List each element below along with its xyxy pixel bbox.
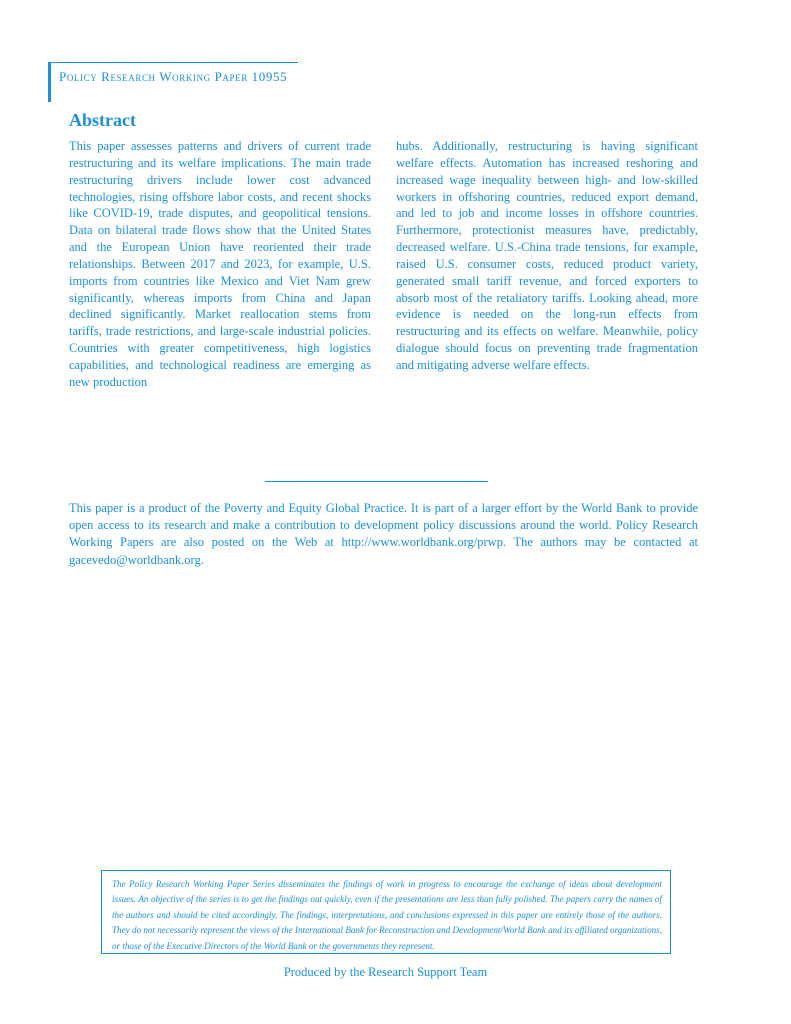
series-header: [48, 62, 298, 102]
abstract-column-left: This paper assesses patterns and drivers of current trade restructuring and its welfare implications. The main trade restructuring drivers include lower cost advanced technologies, rising offshore labor costs, and recent shocks like COVID-19, trade disputes, and geopolitical tensions. Data on bilateral trade flows show that the United States and the European Union have reoriented their trade relationships. Between 2017 and 2023, for example, U.S. imports from countries like Mexico and Viet Nam grew significantly, whereas imports from China and Japan declined significantly. Market reallocation stems from tariffs, trade restrictions, and large-scale industrial policies. Countries with greater competitiveness, high logistics capabilities, and technological readiness are emerging as new production: [69, 139, 371, 389]
abstract-column-right: hubs. Additionally, restructuring is having significant welfare effects. Automation has increased reshoring and increased wage inequality between high- and low-skilled workers in offshoring countries, reduced export demand, and led to job and income losses in offshore countries. Furthermore, protectionist measures have, predictably, decreased welfare. U.S.-China trade tensions, for example, raised U.S. consumer costs, reduced product variety, generated small tariff revenue, and forced exporters to absorb most of the retaliatory tariffs. Looking ahead, more evidence is needed on the long-run effects from restructuring and its effects on welfare. Meanwhile, policy dialogue should focus on preventing trade fragmentation and mitigating adverse welfare effects.: [396, 139, 698, 372]
produced-by-footer: Produced by the Research Support Team: [283, 965, 488, 979]
section-divider: [265, 481, 488, 482]
disclaimer-text: The Policy Research Working Paper Series disseminates the findings of work in progress to encourage the exchange of ideas about development issues. An objective of the series is to get the findings out quickly, even if the presentations are less than fully polished. The papers carry the names of the authors and should be cited accordingly. The findings, interpretations, and conclusions expressed in this paper are entirely those of the authors. They do not necessarily represent the views of the International Bank for Reconstruction and Development/World Bank and its affiliated organizations, or those of the Executive Directors of the World Bank or the governments they represent.: [112, 879, 662, 951]
product-note: This paper is a product of the Poverty and Equity Global Practice. It is part of a larger effort by the World Bank to provide open access to its research and make a contribution to development policy discussions around the world. Policy Research Working Papers are also posted on the Web at http://www.worldbank.org/prwp. The authors may be contacted at gacevedo@worldbank.org.: [69, 501, 698, 567]
abstract-heading: Abstract: [69, 110, 136, 130]
disclaimer-box: [101, 870, 671, 954]
series-title: Policy Research Working Paper 10955: [59, 69, 288, 84]
